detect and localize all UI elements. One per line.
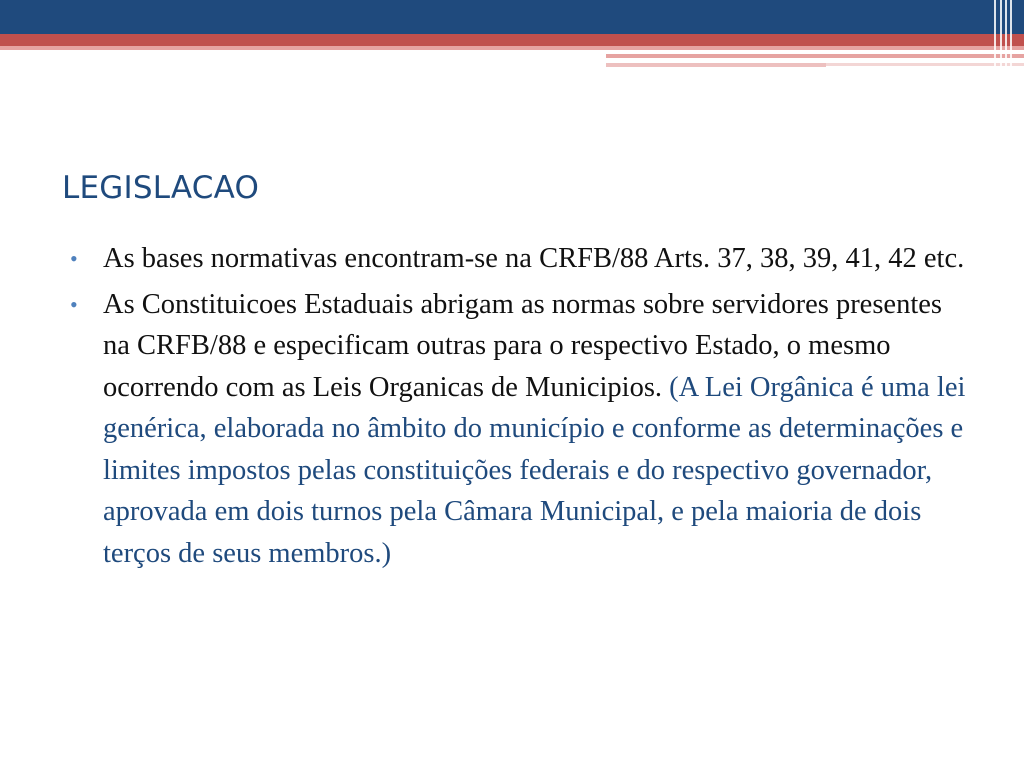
header-band-divider	[606, 58, 1024, 60]
header-band-pink-thin	[606, 63, 826, 67]
header-vertical-line	[994, 0, 996, 70]
bullet-text: As Constituicoes Estaduais abrigam as normas sobre servidores presentes na CRFB/88 e especificam outras para o respectivo Estado, o mesmo ocorrendo com as Leis Organicas de Municipios.	[103, 288, 942, 403]
header-band-pink	[0, 46, 1024, 50]
header-vertical-line	[1010, 0, 1012, 70]
bullet-item	[70, 238, 970, 280]
header-band-blue	[0, 0, 1024, 34]
slide-title: LEGISLACAO	[62, 170, 260, 206]
bullet-item	[70, 284, 970, 575]
header-vertical-line	[1000, 0, 1002, 70]
bullet-text: As bases normativas encontram-se na CRFB/88 Arts. 37, 38, 39, 41, 42 etc.	[103, 243, 965, 274]
bullet-icon: •	[70, 291, 78, 317]
bullet-icon: •	[70, 246, 78, 271]
header-vertical-line	[1005, 0, 1007, 70]
header-band-red	[0, 34, 1024, 46]
header-vertical-lines	[990, 0, 1024, 70]
bullet-note: (A Lei Orgânica é uma lei genérica, elaborada no âmbito do município e conforme as determinações e limites impostos pelas constituições federais e do respectivo governador, aprovada em dois turnos pela Câmara Municipal, e pela maioria de dois terços de seus membros.)	[103, 371, 966, 569]
bullet-list	[70, 238, 970, 578]
